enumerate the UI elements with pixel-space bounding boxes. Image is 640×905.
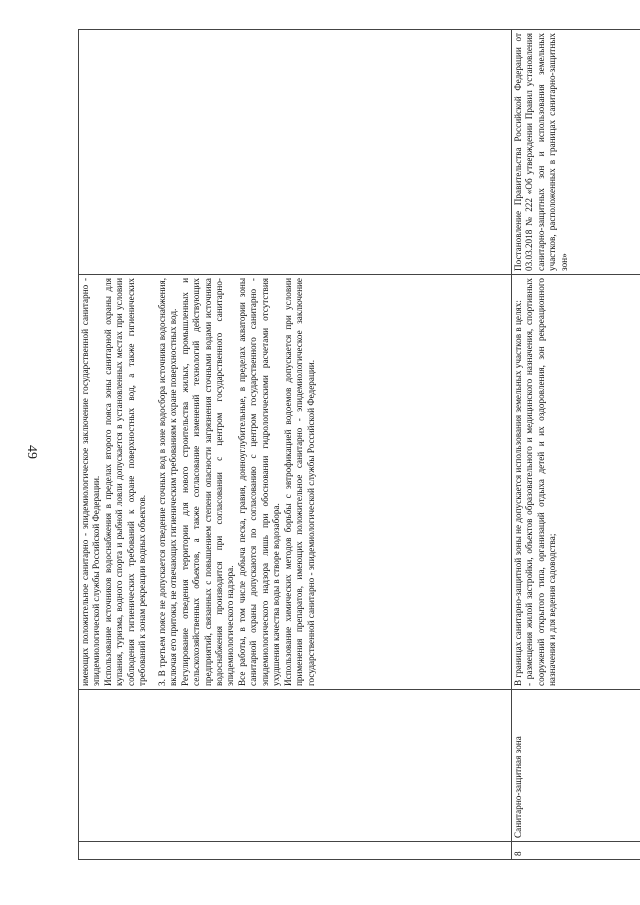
row-number-cell <box>79 842 512 860</box>
requirement-paragraph: Регулирование отведения территории для нового строительства жилых, промышленных и сельскохозяйственных объектов, а также согласование изменений технологий действующих предприятий, связанных с повышением степени опасности загрязнения сточными водами источника водоснабжения производится при согласовании с центром государственного санитарно-эпидемиологического надзора. <box>179 278 236 686</box>
requirement-intro: В границах санитарно-защитной зоны не допускается использования земельных участков в целях: <box>513 300 523 686</box>
document-cell: Постановление Правительства Российской Федерации от 03.03.2018 № 222 «Об утверждении Правил установления санитарно-защитных зон и использования земельных участков, расположенных в границах санитарно-защитных зон» <box>512 30 640 275</box>
requirement-paragraph: Использование источников водоснабжения в пределах второго пояса зоны санитарной охраны для купания, туризма, водного спорта и рыбной ловли допускается в установленных местах при условии соблюдения гигиенических требований к охране поверхностных вод, а также гигиенических требований к зонам рекреации водных объектов. <box>102 278 148 686</box>
document-cell <box>79 30 512 275</box>
requirements-cell <box>512 275 640 690</box>
requirement-paragraph: Использование химических методов борьбы с эвтрофикацией водоемов допускается при условии применения препаратов, имеющих положительное санитарно - эпидемиологическое заключение государственной санитарно - эпидемиологической службы Российской Федерации. <box>282 278 316 686</box>
rotated-page-content <box>78 30 640 860</box>
requirement-paragraph: имеющих положительное санитарно - эпидемиологическое заключение государственной санитарно - эпидемиологической службы Российской Федерации. <box>80 278 102 686</box>
zones-table <box>78 29 640 860</box>
requirement-paragraph: Все работы, в том числе добыча песка, гравия, донноуглубительные, в пределах акватории зоны санитарной охраны допускаются по согласованию с центром государственного санитарно - эпидемиологического надзора лишь при обосновании гидрологическими расчетами отсутствия ухудшения качества воды в створе водозабора. <box>236 278 282 686</box>
page-number: 49 <box>24 445 39 459</box>
zone-name-cell: Санитарно-защитная зона <box>512 690 640 842</box>
requirements-cell <box>79 275 512 690</box>
requirement-paragraph: 3. В третьем поясе не допускается отведение сточных вод в зоне водосбора источника водоснабжения, включая его притоки, не отвечающих гигиеническим требованиям к охране поверхностных вод. <box>156 278 179 686</box>
row-number-cell: 8 <box>512 842 640 860</box>
requirement-list-item: - размещения жилой застройки, объектов образовательного и медицинского назначения, спортивных сооружений открытого типа, организаций отдыха детей и их оздоровления, зон рекреационного назначения и для ведения садоводства; <box>524 278 558 686</box>
table-row <box>512 30 640 860</box>
table-row <box>79 30 512 860</box>
zone-name-cell <box>79 690 512 842</box>
